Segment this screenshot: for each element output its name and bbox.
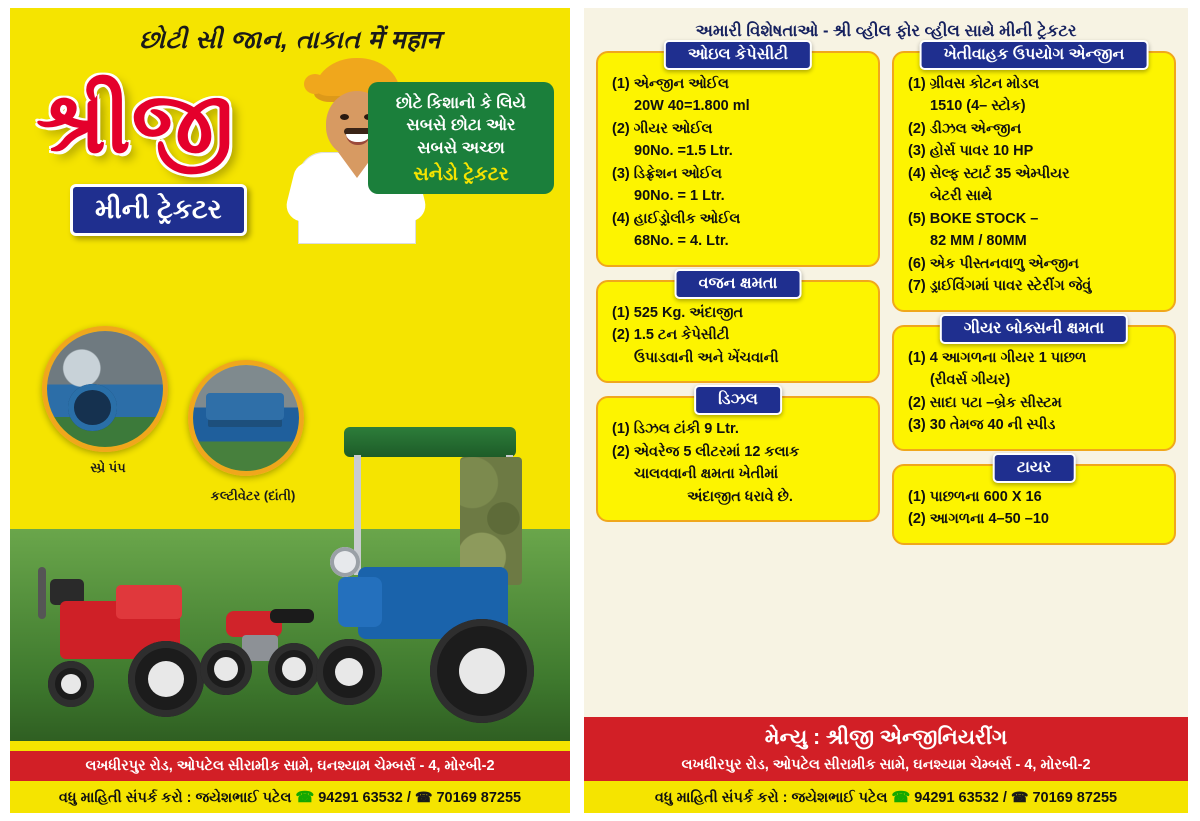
item-main: (2) એવરેજ 5 લીટરમાં 12 કલાક [612,443,800,460]
item-main: (2) આગળના 4–50 –10 [908,511,1049,528]
bike-front-wheel [200,643,252,695]
card-weight-capacity [596,274,880,383]
card-weight-capacity-heading: વજન ક્ષમતા [675,269,802,299]
list-item [608,324,868,369]
promo-highlight: સનેડો ટ્રેકટર [413,163,509,185]
list-item [608,302,868,324]
item-cont: બેટરી સાથે [930,188,993,205]
item-main: (1) 4 આગળના ગીયર 1 પાછળ [908,349,1087,366]
red-bike-image [186,585,326,695]
red-tractor-front-wheel [48,661,94,707]
blue-tractor-nose [338,577,382,627]
photo-spray-pump [42,326,168,452]
left-footer-separator: / [406,790,411,806]
list-item [608,486,868,508]
list-item [608,73,868,118]
item-main: (2) 1.5 ટન કેપેસીટી [612,327,730,344]
spec-column-right [892,46,1176,545]
item-main: (3) 30 તેમજ 40 ની સ્પીડ [908,417,1056,434]
company-name: મેન્યુ : શ્રીજી એન્જીનિયરીંગ [584,717,1188,757]
blue-tractor-rear-wheel [430,619,534,723]
card-oil-capacity-heading: ઓઇલ કેપેસીટી [664,40,812,70]
red-tractor-frame [38,567,46,619]
left-poster [10,8,570,813]
promo-line-1: છોટે કિશાનો કે લિયે [395,94,527,112]
item-cont: ચાલવવાની ક્ષમતા ખેતીમાં [634,466,779,483]
item-cont: 1510 (4– સ્ટોક) [930,98,1026,115]
brand-block [10,56,570,256]
left-footer [10,751,570,813]
list-item [904,140,1164,162]
list-item [608,418,868,440]
list-item [904,163,1164,208]
right-footer-separator: / [1002,790,1007,806]
card-diesel-list [608,418,868,508]
caption-spray-pump: સ્પ્રે પંપ [90,460,126,475]
item-main: (6) એક પીસ્તનવાળુ એન્જીન [908,255,1079,272]
camo-seat-cover [460,457,522,585]
list-item [904,392,1164,414]
right-phone-number[interactable]: 70169 87255 [1032,790,1118,806]
list-item [608,163,868,208]
right-contact-prefix: વધુ માહિતી સંપર્ક કરો : જયેશભાઈ પટેલ [654,790,888,806]
phone-icon: ☎ [1010,789,1029,805]
headlamp-icon [330,547,360,577]
item-cont: 90No. = 1 Ltr. [634,188,725,205]
item-main: અંદાજીત ધરાવે છે. [687,488,793,505]
item-main: (2) ગીયર ઓઈલ [612,120,713,137]
list-item [904,275,1164,297]
list-item [904,118,1164,140]
item-cont: 68No. = 4. Ltr. [634,233,729,250]
list-item [904,508,1164,530]
card-gearbox-heading: ગીયર બોક્સની ક્ષમતા [940,314,1128,344]
brand-subtitle: મીની ટ્રેકટર [70,184,247,236]
eye-left-shape [340,114,349,120]
whatsapp-icon: ☎ [295,789,315,806]
item-main: (1) એન્જીન ઓઈલ [612,76,729,92]
item-cont: ઉપાડવાની અને ખેંચવાની [634,349,779,366]
phone-icon: ☎ [414,789,433,805]
whatsapp-icon: ☎ [891,789,911,806]
card-engine-list [904,73,1164,298]
list-item [904,253,1164,275]
list-item [904,208,1164,253]
right-whatsapp-number[interactable]: 94291 63532 [914,790,999,806]
card-tyre-heading: ટાયર [993,453,1076,483]
card-gearbox-list [904,347,1164,437]
spec-column-left [596,46,880,545]
right-spec-panel [584,8,1188,813]
left-footer-contact [10,781,570,813]
blue-tractor-image [310,427,550,727]
card-diesel-heading: ડિઝલ [694,385,782,415]
item-main: (1) 525 Kg. અંદાજીત [612,304,744,321]
brand-name: શ્રીજી [36,75,235,171]
list-item [904,73,1164,118]
promo-line-2: સબસે છોટા ઓર [406,116,516,135]
list-item [608,208,868,253]
list-item [904,347,1164,392]
item-main: (2) ડીઝલ એન્જીન [908,120,1022,137]
item-main: (2) સાદા પટા –બ્રેક સીસ્ટમ [908,394,1062,411]
right-footer-contact [584,781,1188,813]
item-cont: 90No. =1.5 Ltr. [634,143,733,160]
promo-line-3: સબસે અચ્છા [417,138,505,157]
card-gearbox [892,319,1176,451]
bike-seat [270,609,314,623]
promo-green-box [368,82,554,194]
left-contact-prefix: વધુ માહિતી સંપર્ક કરો : જયેશભાઈ પટેલ [58,790,292,806]
item-cont: 20W 40=1.800 ml [634,98,750,115]
blue-tractor-front-wheel [316,639,382,705]
item-cont: 82 MM / 80MM [930,233,1027,250]
cultivator-image [193,365,299,471]
left-phone-number[interactable]: 70169 87255 [436,790,522,806]
card-oil-capacity [596,46,880,267]
card-diesel [596,391,880,522]
item-main: (1) ગ્રીવસ કોટન મોડલ [908,76,1040,92]
photo-cultivator [188,360,304,476]
spec-panel-title: અમારી વિશેષતાઓ - શ્રી વ્હીલ ફોર વ્હીલ સાથે મીની ટ્રેકટર [695,22,1077,40]
card-engine-heading: ખેતીવાહક ઉપયોગ એન્જીન [920,40,1149,70]
left-whatsapp-number[interactable]: 94291 63532 [318,790,403,806]
right-footer-address: લખધીરપુર રોડ, ઓપટેલ સીરામીક સામે, ઘનશ્યામ ચેમ્બર્સ - 4, મોરબી-2 [584,757,1188,781]
card-oil-capacity-list [608,73,868,253]
card-tyre [892,458,1176,545]
item-main: (4) સેલ્ફ સ્ટાર્ટ 35 એમ્પીયર [908,165,1070,182]
spray-pump-image [47,331,163,447]
list-item [608,441,868,486]
item-cont: (રીવર્સ ગીયર) [930,372,1011,389]
red-tractor-hood [116,585,182,619]
list-item [904,414,1164,436]
card-engine [892,46,1176,312]
list-item [904,486,1164,508]
item-main: (4) હાઈડ્રોલીક ઓઈલ [612,210,741,227]
item-main: (1) ડિઝલ ટાંકી 9 Ltr. [612,421,739,438]
card-weight-capacity-list [608,302,868,369]
card-tyre-list [904,486,1164,531]
item-main: (5) BOKE STOCK – [908,210,1039,227]
tagline: છોટી સી જાન, તાકાત में महान [139,26,441,54]
caption-cultivator: કલ્ટીવેટર (દાંતી) [210,488,296,503]
item-main: (1) પાછળના 600 X 16 [908,488,1042,505]
item-main: (7) ડ્રાઈવિંગમાં પાવર સ્ટેરીંગ જેવું [908,278,1092,295]
item-main: (3) હોર્સ પાવર 10 HP [908,143,1034,160]
item-main: (3) ડિફ્રેશન ઓઈલ [612,165,722,182]
list-item [608,118,868,163]
left-footer-address: લખધીરપુર રોડ, ઓપટેલ સીરામીક સામે, ઘનશ્યામ ચેમ્બર્સ - 4, મોરબી-2 [10,751,570,781]
spec-columns [584,46,1188,545]
tractor-canopy [344,427,516,457]
right-footer [584,717,1188,813]
